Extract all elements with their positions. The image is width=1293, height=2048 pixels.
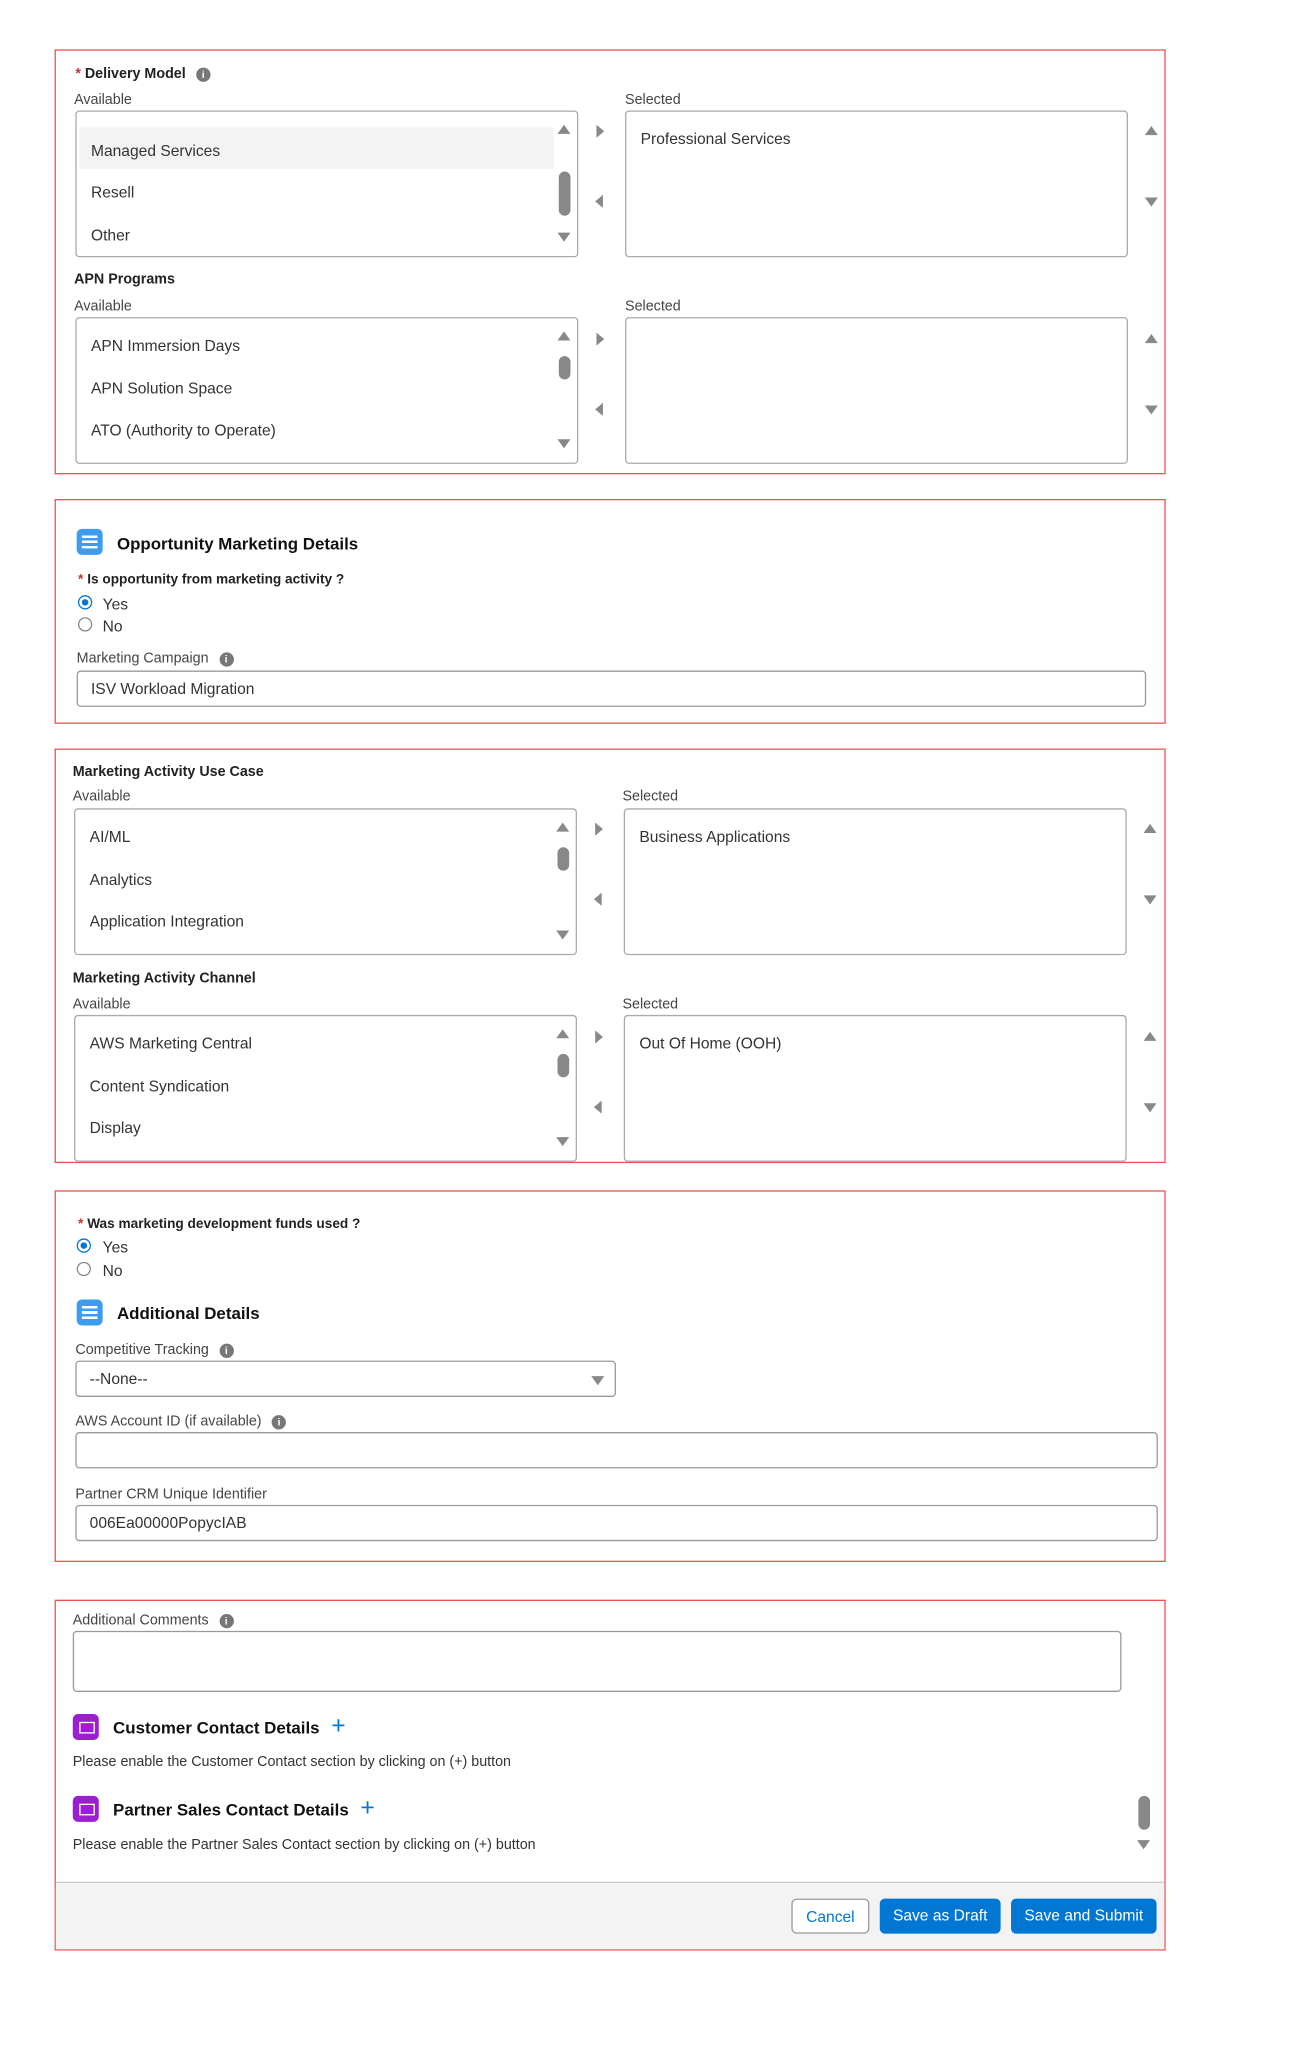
info-icon[interactable]: i (219, 1613, 233, 1627)
chevron-down-icon (591, 1376, 604, 1385)
list-item[interactable]: Resell (90, 183, 135, 202)
table-icon (77, 1300, 103, 1326)
list-item[interactable]: AWS Marketing Central (89, 1034, 253, 1053)
move-left-icon[interactable] (595, 403, 603, 416)
move-down-icon[interactable] (1145, 405, 1158, 414)
scrollbar[interactable] (559, 356, 571, 379)
partner-contact-message: Please enable the Partner Sales Contact section by clicking on (+) button (72, 1837, 536, 1854)
info-icon[interactable]: i (219, 652, 233, 666)
scroll-down-icon[interactable] (1137, 1840, 1150, 1849)
radio-yes[interactable] (77, 1238, 91, 1252)
apn-selected-listbox[interactable] (625, 317, 1128, 464)
competitive-label-text: Competitive Tracking (75, 1342, 209, 1358)
move-down-icon[interactable] (1144, 1103, 1157, 1112)
move-right-icon[interactable] (596, 333, 604, 346)
save-draft-button[interactable]: Save as Draft (880, 1899, 1001, 1934)
channel-available-listbox[interactable] (74, 1015, 577, 1162)
available-label: Available (74, 92, 132, 108)
footer (56, 1882, 1164, 1950)
crm-label: Partner CRM Unique Identifier (75, 1486, 267, 1503)
add-partner-contact-button[interactable]: + (360, 1794, 375, 1822)
contact-card-icon (73, 1796, 99, 1822)
list-item[interactable]: Content Syndication (89, 1077, 230, 1096)
marketing-campaign-input[interactable]: ISV Workload Migration (77, 671, 1146, 707)
aws-account-label (75, 1414, 286, 1430)
question-text: Was marketing development funds used ? (87, 1216, 361, 1232)
contact-card-icon (73, 1714, 99, 1740)
use-case-label: Marketing Activity Use Case (72, 764, 264, 780)
competitive-label (75, 1342, 233, 1358)
list-item[interactable]: AI/ML (89, 827, 131, 846)
radio-yes[interactable] (78, 595, 92, 609)
crm-identifier-input[interactable]: 006Ea00000PopycIAB (75, 1505, 1157, 1541)
customer-contact-message: Please enable the Customer Contact section by clicking on (+) button (72, 1754, 511, 1770)
move-left-icon[interactable] (594, 1101, 602, 1114)
list-item[interactable]: APN Solution Space (90, 379, 233, 398)
marketing-details-section (55, 499, 1166, 724)
delivery-selected-listbox[interactable] (625, 110, 1128, 257)
mdf-question: * Was marketing development funds used ? (77, 1216, 361, 1232)
radio-label: Yes (102, 595, 129, 614)
move-right-icon[interactable] (596, 125, 604, 138)
list-item[interactable]: Managed Services (90, 141, 221, 160)
list-item[interactable]: Other (90, 226, 130, 245)
delivery-model-text: Delivery Model (84, 66, 186, 82)
move-up-icon[interactable] (1144, 824, 1157, 833)
list-item[interactable]: ATO (Authority to Operate) (90, 421, 276, 440)
list-item[interactable]: Application Integration (89, 912, 244, 931)
selected-label: Selected (622, 788, 679, 805)
move-left-icon[interactable] (594, 893, 602, 906)
move-right-icon[interactable] (595, 823, 603, 836)
channel-label: Marketing Activity Channel (72, 970, 256, 987)
delivery-apn-section (55, 49, 1166, 474)
partner-contact-header (113, 1796, 375, 1822)
move-down-icon[interactable] (1144, 895, 1157, 904)
marketing-question: * Is opportunity from marketing activity ? (77, 571, 345, 588)
list-item[interactable]: Display (89, 1118, 141, 1138)
comments-contacts-section (55, 1600, 1166, 1951)
customer-contact-header (113, 1714, 346, 1740)
move-up-icon[interactable] (1145, 126, 1158, 135)
move-left-icon[interactable] (595, 195, 603, 208)
move-right-icon[interactable] (595, 1031, 603, 1044)
aws-account-input[interactable] (75, 1432, 1157, 1468)
list-item[interactable]: Analytics (89, 870, 153, 889)
use-case-channel-section (55, 749, 1166, 1164)
available-label: Available (74, 298, 132, 315)
question-text: Is opportunity from marketing activity ? (87, 571, 345, 588)
move-up-icon[interactable] (1144, 1032, 1157, 1041)
comments-label (73, 1613, 234, 1629)
mdf-additional-section (55, 1190, 1166, 1562)
campaign-label (77, 651, 234, 667)
info-icon[interactable]: i (196, 67, 210, 81)
channel-selected-listbox[interactable] (624, 1015, 1127, 1162)
section-title: Customer Contact Details (113, 1717, 320, 1737)
section-title: Partner Sales Contact Details (113, 1799, 349, 1819)
section-title: Opportunity Marketing Details (116, 534, 359, 554)
scrollbar[interactable] (557, 1054, 569, 1077)
info-icon[interactable]: i (219, 1343, 233, 1357)
delivery-model-label: * Delivery Model i (75, 66, 210, 82)
select-value: --None-- (89, 1369, 148, 1388)
scroll-down-icon[interactable] (557, 439, 570, 448)
list-item[interactable]: Out Of Home (OOH) (639, 1034, 782, 1053)
scrollbar[interactable] (557, 847, 569, 870)
table-icon (77, 529, 103, 555)
available-label: Available (72, 996, 131, 1013)
selected-label: Selected (625, 298, 681, 315)
scroll-up-icon[interactable] (557, 125, 570, 134)
section-title: Additional Details (116, 1303, 260, 1323)
cancel-button[interactable]: Cancel (791, 1899, 869, 1934)
delivery-available-listbox[interactable] (75, 110, 578, 257)
campaign-label-text: Marketing Campaign (76, 651, 209, 667)
radio-no[interactable] (78, 617, 92, 631)
radio-no[interactable] (77, 1262, 91, 1276)
scroll-up-icon[interactable] (556, 1029, 569, 1038)
scroll-up-icon[interactable] (556, 823, 569, 832)
radio-label: No (102, 1261, 123, 1281)
use-case-available-listbox[interactable] (74, 808, 577, 955)
scroll-down-icon[interactable] (556, 1137, 569, 1146)
comments-label-text: Additional Comments (72, 1612, 209, 1629)
radio-label: No (102, 617, 123, 636)
info-icon[interactable]: i (272, 1415, 286, 1429)
available-label: Available (72, 788, 131, 805)
selected-label: Selected (625, 92, 681, 108)
selected-label: Selected (622, 996, 679, 1013)
use-case-selected-listbox[interactable] (624, 808, 1127, 955)
aws-account-label-text: AWS Account ID (if available) (75, 1413, 262, 1430)
move-down-icon[interactable] (1145, 198, 1158, 207)
scroll-down-icon[interactable] (557, 233, 570, 242)
scroll-down-icon[interactable] (556, 930, 569, 939)
list-item[interactable]: APN Immersion Days (90, 336, 241, 355)
list-item[interactable]: Professional Services (640, 129, 791, 149)
apn-programs-label: APN Programs (74, 271, 175, 288)
scroll-up-icon[interactable] (557, 331, 570, 340)
move-up-icon[interactable] (1145, 334, 1158, 343)
add-customer-contact-button[interactable]: + (331, 1712, 346, 1741)
scrollbar[interactable] (1138, 1796, 1150, 1830)
apn-available-listbox[interactable] (75, 317, 578, 464)
competitive-tracking-select[interactable] (75, 1361, 616, 1397)
scrollbar[interactable] (559, 172, 571, 216)
comments-textarea[interactable] (73, 1631, 1122, 1692)
list-item[interactable]: Business Applications (639, 827, 791, 846)
save-submit-button[interactable]: Save and Submit (1011, 1899, 1157, 1934)
radio-label: Yes (102, 1238, 129, 1257)
